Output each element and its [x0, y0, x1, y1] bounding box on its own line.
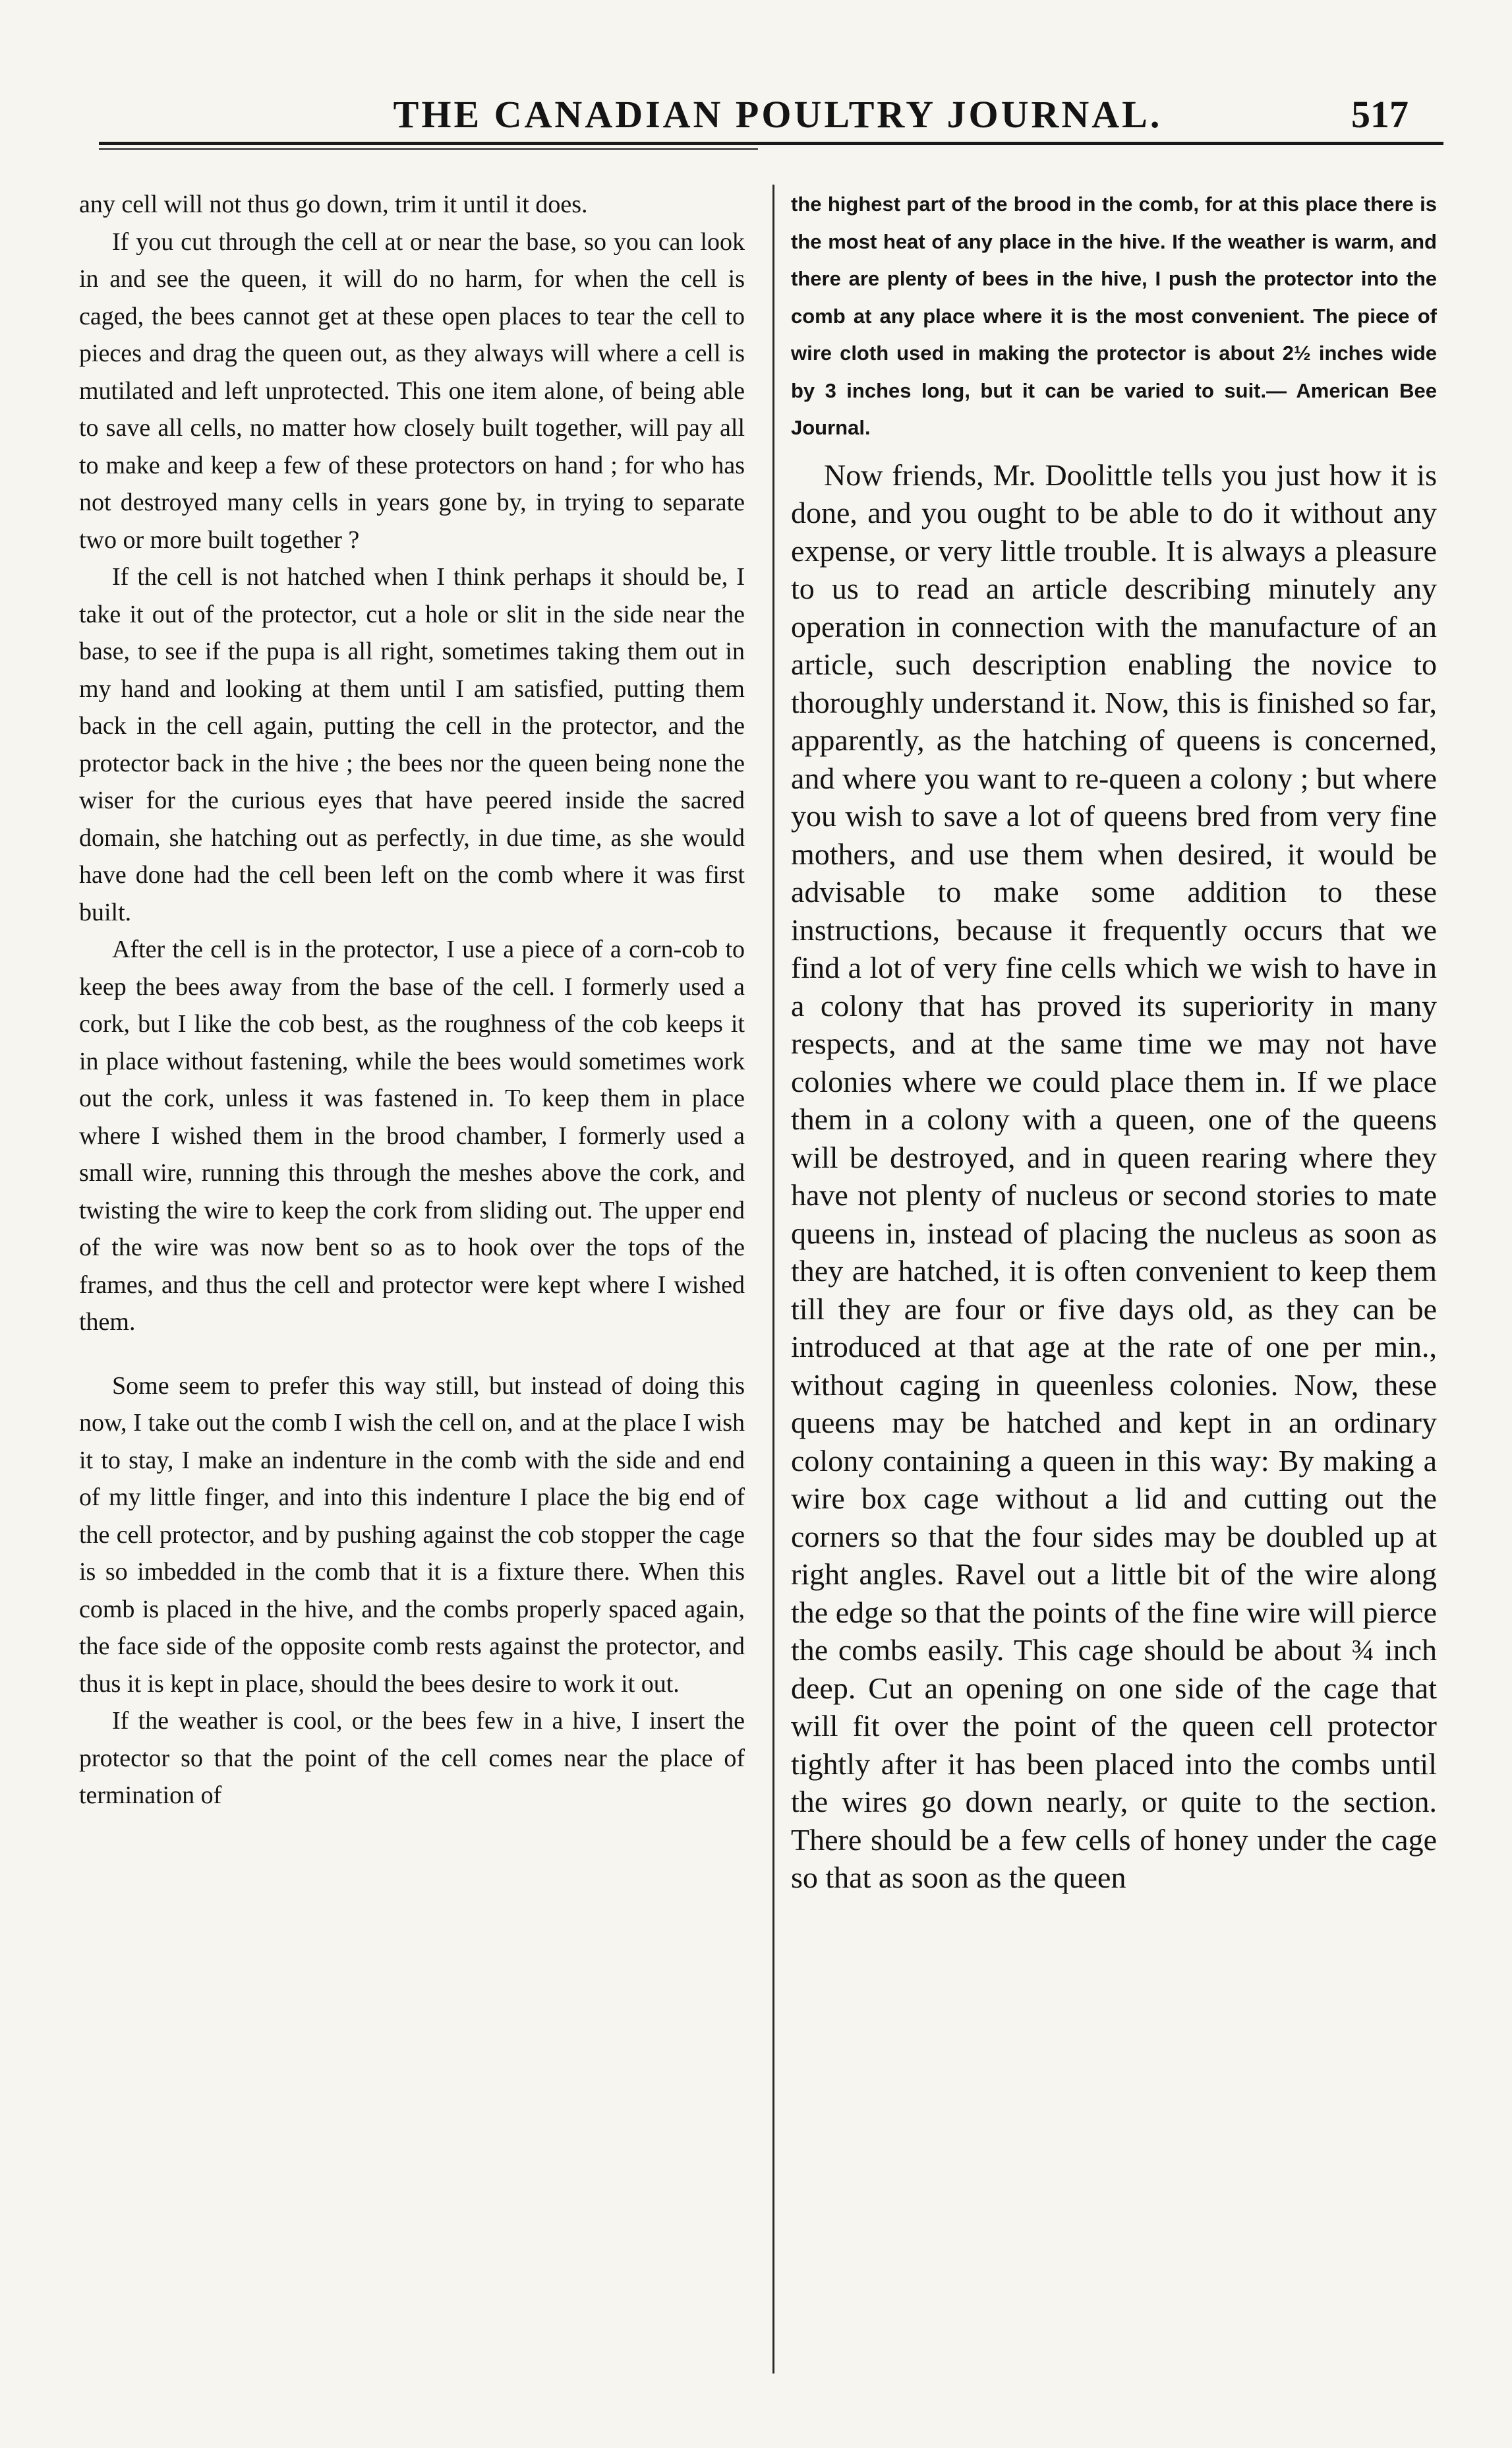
page-number: 517 — [1351, 93, 1409, 136]
column-divider — [772, 185, 774, 2373]
paragraph: If the weather is cool, or the bees few in a hive, I insert the protector so that the point of the cell comes near the place of termination of — [79, 1707, 745, 1809]
journal-title: THE CANADIAN POULTRY JOURNAL. — [393, 93, 1163, 136]
header-rule — [99, 142, 1443, 145]
paragraph: If the cell is not hatched when I think perhaps it should be, I take it out of the protector, cut a hole or slit in the side near the base, to see if the pupa is all right, sometimes taking them out in my hand and looking at them until I am satisfied, putting them back in the cell again, putting the cell in the protector, and the protector back in the hive ; the bees nor the queen being none the wiser for the curious eyes that have peered inside the sacred domain, she hatching out as perfectly, in due time, as she would have done had the cell been left on the comb where it was first built. — [79, 563, 745, 926]
header-rule-thin — [99, 148, 758, 150]
paragraph: After the cell is in the protector, I use a piece of a corn-cob to keep the bees away from the base of the cell. I formerly used a cork, but I like the cob best, as the roughness of the cob keeps it in place without fastening, while the bees would sometimes work out the cork, unless it was fastened in. To keep them in place where I wished them in the brood chamber, I formerly used a small wire, running this through the meshes above the cork, and twisting the wire to keep the cork from sliding out. The upper end of the wire was now bent so as to hook over the tops of the frames, and thus the cell and protector were kept where I wished them. — [79, 936, 745, 1336]
page-header — [0, 86, 1512, 145]
left-column — [79, 186, 745, 2381]
paragraph: any cell will not thus go down, trim it until it does. — [79, 191, 588, 218]
editorial-paragraph: Now friends, Mr. Doolittle tells you just how it is done, and you ought to be able to do it without any expense, or very little trouble. It is always a pleasure to us to read an article describing minutely any operation in connection with the manufacture of an article, such description enabling the novice to thoroughly understand it. Now, this is finished so far, apparently, as the hatching of queens is concerned, and where you want to re-queen a colony ; but where you wish to save a lot of queens bred from very fine mothers, and use them when desired, it would be advisable to make some addition to these instructions, because it frequently occurs that we find a lot of very fine cells which we wish to have in a colony that has proved its superiority in many respects, and at the same time we may not have colonies where we could place them in. If we place them in a colony with a queen, one of the queens will be destroyed, and in queen rearing where they have not plenty of nucleus or second stories to mate queens in, instead of placing the nucleus as soon as they are hatched, it is often convenient to keep them till they are four or five days old, as they can be introduced at that age at the rate of one per min., without caging in queenless colonies. Now, these queens may be hatched and kept in an ordinary colony containing a queen in this way: By making a wire box cage without a lid and cutting out the corners so that the four sides may be doubled up at right angles. Ravel out a little bit of the wire along the edge so that the points of the fine wire will pierce the combs easily. This cage should be about ¾ inch deep. Cut an opening on one side of the cage that will fit over the point of the queen cell protector tightly after it has been placed into the combs until the wires go down nearly, or quite to the section. There should be a few cells of honey under the cage so that as soon as the queen — [791, 458, 1437, 1894]
right-column — [791, 186, 1437, 2381]
paragraph: If you cut through the cell at or near the base, so you can look in and see the queen, it will do no harm, for when the cell is caged, the bees cannot get at these open places to tear the cell to pieces and drag the queen out, as they always will where a cell is mutilated and left unprotected. This one item alone, of being able to save all cells, no matter how closely built together, will pay all to make and keep a few of these protectors on hand ; for who has not destroyed many cells in years gone by, in trying to separate two or more built together ? — [79, 227, 745, 554]
quoted-paragraph: the highest part of the brood in the comb, for at this place there is the most heat of any place in the hive. If the weather is warm, and there are plenty of bees in the hive, I push the protector into the comb at any place where it is the most convenient. The piece of wire cloth used in making the protector is about 2½ inches wide by 3 inches long, but it can be varied to suit.— American Bee Journal. — [791, 193, 1437, 439]
paragraph: Some seem to prefer this way still, but instead of doing this now, I take out the comb I wish the cell on, and at the place I wish it to stay, I make an indenture in the comb with the side and end of my little finger, and into this indenture I place the big end of the cell protector, and by pushing against the cob stopper the cage is so imbedded in the comb that it is a fixture there. When this comb is placed in the hive, and the combs properly spaced again, the face side of the opposite comb rests against the protector, and thus it is kept in place, should the bees desire to work it out. — [79, 1371, 745, 1698]
